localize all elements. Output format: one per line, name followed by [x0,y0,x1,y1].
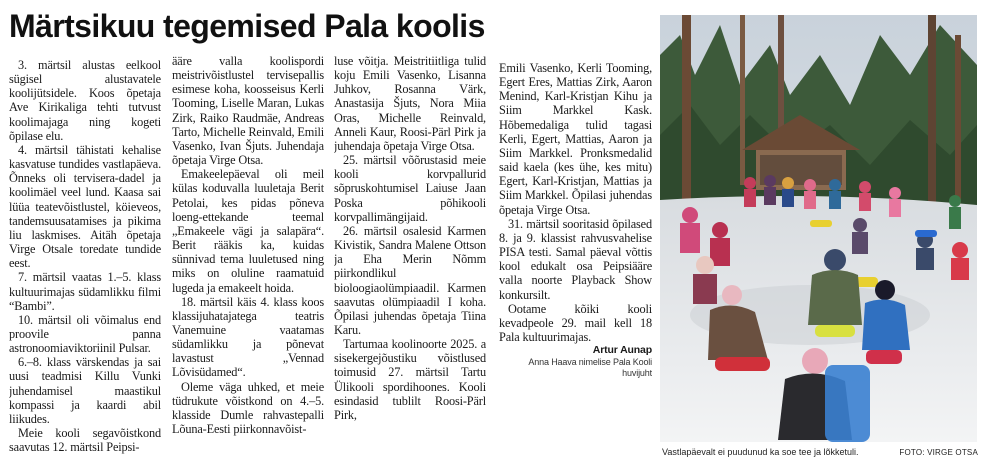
paragraph: Emakeelepäeval oli meil külas koduvalla luuletaja Berit Petolai, kes pidas põneva loeng-ettekande teemal „Emakeele vägi ja salapära“. Berit rääkis ka, kuidas sünnivad tema luuletused ning miks on oluline raamatuid lugeda ja emakeelt hoida. [172,167,324,295]
paragraph: 7. märtsil vaatas 1.–5. klass kultuurimajas südamlikku filmi “Bambi”. [9,270,161,313]
paragraph: 10. märtsil oli võimalus end proovile panna astronoomiaviktoriinil Pulsar. [9,312,161,356]
author-signature [499,344,652,379]
paragraph: Emili Vasenko, Kerli Tooming, Egert Eres, Mattias Zirk, Aaron Menind, Karl-Kristjan Kihu ja Siim Markkel Kask. Hõbemedaliga tulid tagasi Kerli, Egert, Mattias, Aaron ja Siim Markkel. Pronksmedalid said kaela (kes ühe, kes mitu) Egert, Karl-Kristjan, Mattias ja Siim Markkel. Õpilasi juhendas õpetaja Virge Otsa. [499,61,652,217]
photo-caption [662,447,978,457]
article-column-3 [334,54,486,466]
paragraph: 6.–8. klass värskendas ja sai uusi teadmisi Killu Vunki juhendamisel maastikul kompassi ja kaardi abil liikudes. [9,355,161,426]
caption-text: Vastlapäevalt ei puudunud ka soe tee ja lõkketuli. [662,447,859,457]
article-photo [660,15,977,442]
photo-credit: FOTO: VIRGE OTSA [899,448,978,457]
paragraph: 25. märtsil võõrustasid meie kooli korvpallurid sõpruskohtumisel Laiuse Jaan Poska põhikooli korvpallimängijaid. [334,153,486,224]
article-column-2 [172,54,324,466]
paragraph: 4. märtsil tähistati kehalise kasvatuse tundides vastlapäeva. Õnneks oli tervisera-dadel ja koolimäel veel lund. Kaasa sai lüüa teatevõistlustel, köieveos, tandemsuusatamises ja pikima liu laskmises. Aitäh õpetaja Virge Otsale toredate tundide eest. [9,142,161,271]
paragraph: 18. märtsil käis 4. klass koos klassijuhatajatega teatris Vanemuine vaatamas südamlikku ja põnevat lavastust „Vennad Lõvisüdamed“. [172,294,324,380]
paragraph: luse võitja. Meistritiitliga tulid koju Emili Vasenko, Lisanna Juhkov, Rosanna Värk, Anastasija Šjuts, Nora Miia Oras, Michelle Reinvald, Anneli Kaur, Roosi-Pärl Pirk ja juhendaja õpetaja Virge Otsa. [334,54,486,153]
paragraph: 26. märtsil osalesid Karmen Kivistik, Sandra Malene Ottson ja Eha Merin Nõmm piirkondlikul bioloogiaolümpiaadil. Karmen saavutas olümpiaadil I koha. Õpilasi juhendas õpetaja Tiina Karu. [334,223,486,337]
paragraph: Tartumaa koolinoorte 2025. a sisekergejõustiku võistlused toimusid 27. märtsil Tartu Ülikooli spordihoones. Kooli esindasid tublilt Roosi-Pärl Pirk, [334,337,486,422]
paragraph: Meie kooli segavõistkond saavutas 12. märtsil Peipsi- [9,426,161,455]
article-column-1 [9,58,161,470]
author-role: Anna Haava nimelise Pala Kooli huvijuht [528,357,652,379]
article-headline: Märtsikuu tegemised Pala koolis [9,8,485,44]
article-column-4 [499,61,652,473]
paragraph: Ootame kõiki kooli kevadpeole 29. mail kell 18 Pala kultuurimajas. [499,301,652,344]
paragraph: 3. märtsil alustas eelkool sügisel alustavatele koolijütsidele. Koos õpetaja Ave Kirikaliga tehti tutvust koolimajaga ning kogeti õpilase elu. [9,58,161,143]
paragraph: 31. märtsil sooritasid õpilased 8. ja 9. klassist rahvusvahelise PISA testi. Samal päeval võttis kool edukalt osa Peipsiääre valla noorte Playback Show konkursilt. [499,216,652,302]
paragraph: ääre valla koolispordi meistrivõistlustel tervisepallis esimese koha, koosseisus Kerli Tooming, Liselle Maran, Lukas Zirk, Raiko Raudmäe, Andreas Tarto, Michelle Reinvald, Emili Vasenko, Ivan Šjuts. Juhendaja õpetaja Virge Otsa. [172,54,324,168]
author-name: Artur Aunap [592,344,652,357]
paragraph: Oleme väga uhked, et meie tüdrukute võistkond on 4.–5. klasside Dumle rahvastepalli Lõuna-Eesti piirkonnavõist- [172,379,324,437]
